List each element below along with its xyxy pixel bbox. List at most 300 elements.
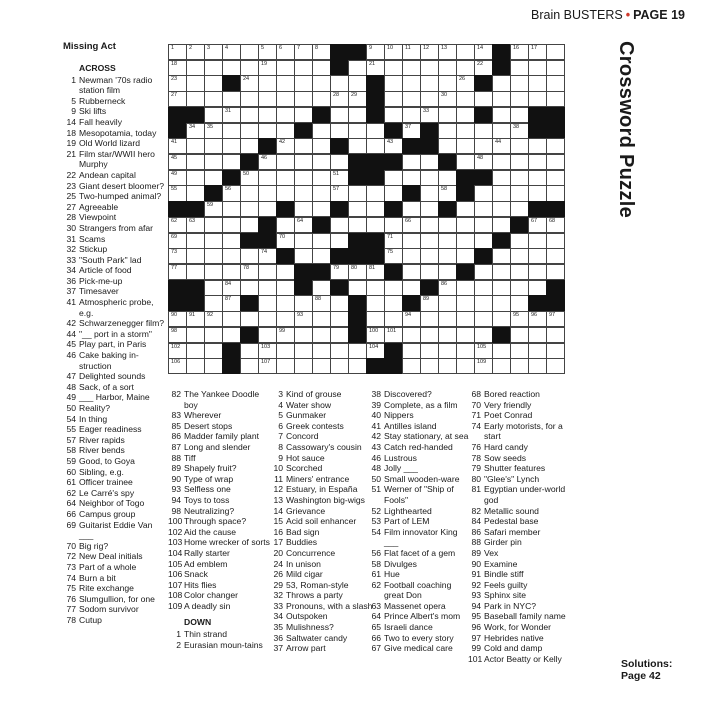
grid-cell[interactable] <box>492 264 511 280</box>
grid-cell[interactable] <box>438 358 457 374</box>
grid-cell[interactable] <box>312 60 331 76</box>
grid-cell[interactable] <box>546 138 565 154</box>
grid-cell[interactable] <box>546 327 565 343</box>
grid-cell[interactable] <box>294 60 313 76</box>
grid-cell[interactable] <box>546 91 565 107</box>
grid-cell[interactable] <box>276 138 295 154</box>
grid-cell[interactable] <box>510 60 529 76</box>
grid-cell[interactable] <box>384 295 403 311</box>
grid-cell[interactable] <box>348 280 367 296</box>
grid-cell[interactable] <box>294 201 313 217</box>
grid-cell[interactable] <box>366 295 385 311</box>
grid-cell[interactable] <box>492 123 511 139</box>
grid-cell[interactable] <box>168 233 187 249</box>
grid-cell[interactable] <box>240 201 259 217</box>
grid-cell[interactable] <box>492 75 511 91</box>
grid-cell[interactable] <box>438 295 457 311</box>
grid-cell[interactable] <box>240 75 259 91</box>
grid-cell[interactable] <box>384 170 403 186</box>
grid-cell[interactable] <box>258 264 277 280</box>
grid-cell[interactable] <box>186 138 205 154</box>
grid-cell[interactable] <box>348 60 367 76</box>
grid-cell[interactable] <box>348 123 367 139</box>
grid-cell[interactable] <box>474 123 493 139</box>
grid-cell[interactable] <box>204 311 223 327</box>
grid-cell[interactable] <box>402 311 421 327</box>
grid-cell[interactable] <box>492 248 511 264</box>
grid-cell[interactable] <box>384 107 403 123</box>
grid-cell[interactable] <box>456 343 475 359</box>
grid-cell[interactable] <box>186 248 205 264</box>
grid-cell[interactable] <box>366 185 385 201</box>
grid-cell[interactable] <box>258 60 277 76</box>
grid-cell[interactable] <box>438 44 457 60</box>
grid-cell[interactable] <box>402 217 421 233</box>
grid-cell[interactable] <box>510 264 529 280</box>
grid-cell[interactable] <box>222 123 241 139</box>
grid-cell[interactable] <box>528 311 547 327</box>
grid-cell[interactable] <box>510 233 529 249</box>
grid-cell[interactable] <box>474 60 493 76</box>
grid-cell[interactable] <box>528 138 547 154</box>
grid-cell[interactable] <box>528 358 547 374</box>
grid-cell[interactable] <box>294 75 313 91</box>
grid-cell[interactable] <box>510 201 529 217</box>
grid-cell[interactable] <box>546 154 565 170</box>
grid-cell[interactable] <box>186 311 205 327</box>
grid-cell[interactable] <box>186 233 205 249</box>
grid-cell[interactable] <box>168 75 187 91</box>
grid-cell[interactable] <box>384 138 403 154</box>
grid-cell[interactable] <box>294 44 313 60</box>
grid-cell[interactable] <box>168 343 187 359</box>
grid-cell[interactable] <box>438 123 457 139</box>
grid-cell[interactable] <box>204 233 223 249</box>
grid-cell[interactable] <box>366 264 385 280</box>
grid-cell[interactable] <box>348 107 367 123</box>
grid-cell[interactable] <box>402 123 421 139</box>
grid-cell[interactable] <box>384 44 403 60</box>
grid-cell[interactable] <box>204 295 223 311</box>
grid-cell[interactable] <box>492 107 511 123</box>
grid-cell[interactable] <box>420 233 439 249</box>
grid-cell[interactable] <box>222 185 241 201</box>
grid-cell[interactable] <box>438 138 457 154</box>
grid-cell[interactable] <box>456 201 475 217</box>
grid-cell[interactable] <box>366 311 385 327</box>
grid-cell[interactable] <box>330 154 349 170</box>
grid-cell[interactable] <box>258 75 277 91</box>
grid-cell[interactable] <box>258 91 277 107</box>
grid-cell[interactable] <box>456 233 475 249</box>
grid-cell[interactable] <box>456 91 475 107</box>
grid-cell[interactable] <box>330 311 349 327</box>
grid-cell[interactable] <box>438 248 457 264</box>
grid-cell[interactable] <box>204 154 223 170</box>
grid-cell[interactable] <box>330 295 349 311</box>
grid-cell[interactable] <box>240 280 259 296</box>
grid-cell[interactable] <box>456 138 475 154</box>
grid-cell[interactable] <box>546 233 565 249</box>
grid-cell[interactable] <box>168 185 187 201</box>
grid-cell[interactable] <box>402 60 421 76</box>
grid-cell[interactable] <box>312 154 331 170</box>
grid-cell[interactable] <box>366 217 385 233</box>
grid-cell[interactable] <box>204 248 223 264</box>
grid-cell[interactable] <box>294 91 313 107</box>
grid-cell[interactable] <box>456 295 475 311</box>
grid-cell[interactable] <box>492 201 511 217</box>
grid-cell[interactable] <box>258 280 277 296</box>
grid-cell[interactable] <box>456 248 475 264</box>
grid-cell[interactable] <box>276 107 295 123</box>
grid-cell[interactable] <box>312 170 331 186</box>
grid-cell[interactable] <box>312 343 331 359</box>
grid-cell[interactable] <box>276 264 295 280</box>
grid-cell[interactable] <box>420 311 439 327</box>
grid-cell[interactable] <box>510 170 529 186</box>
grid-cell[interactable] <box>294 343 313 359</box>
grid-cell[interactable] <box>492 185 511 201</box>
grid-cell[interactable] <box>528 343 547 359</box>
grid-cell[interactable] <box>240 60 259 76</box>
grid-cell[interactable] <box>204 138 223 154</box>
grid-cell[interactable] <box>330 107 349 123</box>
grid-cell[interactable] <box>222 264 241 280</box>
grid-cell[interactable] <box>456 327 475 343</box>
grid-cell[interactable] <box>438 170 457 186</box>
grid-cell[interactable] <box>474 44 493 60</box>
grid-cell[interactable] <box>546 170 565 186</box>
grid-cell[interactable] <box>492 217 511 233</box>
grid-cell[interactable] <box>276 123 295 139</box>
grid-cell[interactable] <box>312 44 331 60</box>
grid-cell[interactable] <box>546 44 565 60</box>
grid-cell[interactable] <box>240 123 259 139</box>
grid-cell[interactable] <box>240 264 259 280</box>
grid-cell[interactable] <box>438 264 457 280</box>
grid-cell[interactable] <box>474 91 493 107</box>
grid-cell[interactable] <box>330 123 349 139</box>
grid-cell[interactable] <box>222 201 241 217</box>
grid-cell[interactable] <box>402 264 421 280</box>
grid-cell[interactable] <box>438 327 457 343</box>
grid-cell[interactable] <box>186 60 205 76</box>
grid-cell[interactable] <box>528 44 547 60</box>
grid-cell[interactable] <box>168 138 187 154</box>
grid-cell[interactable] <box>528 75 547 91</box>
grid-cell[interactable] <box>204 91 223 107</box>
grid-cell[interactable] <box>492 358 511 374</box>
grid-cell[interactable] <box>420 217 439 233</box>
grid-cell[interactable] <box>348 201 367 217</box>
grid-cell[interactable] <box>546 248 565 264</box>
grid-cell[interactable] <box>240 248 259 264</box>
grid-cell[interactable] <box>420 91 439 107</box>
grid-cell[interactable] <box>456 60 475 76</box>
grid-cell[interactable] <box>222 138 241 154</box>
grid-cell[interactable] <box>222 248 241 264</box>
grid-cell[interactable] <box>384 327 403 343</box>
grid-cell[interactable] <box>438 217 457 233</box>
grid-cell[interactable] <box>204 60 223 76</box>
grid-cell[interactable] <box>546 264 565 280</box>
grid-cell[interactable] <box>276 75 295 91</box>
grid-cell[interactable] <box>474 327 493 343</box>
grid-cell[interactable] <box>456 75 475 91</box>
grid-cell[interactable] <box>528 280 547 296</box>
grid-cell[interactable] <box>510 75 529 91</box>
grid-cell[interactable] <box>546 358 565 374</box>
grid-cell[interactable] <box>510 107 529 123</box>
grid-cell[interactable] <box>222 217 241 233</box>
grid-cell[interactable] <box>186 123 205 139</box>
grid-cell[interactable] <box>276 217 295 233</box>
grid-cell[interactable] <box>420 107 439 123</box>
grid-cell[interactable] <box>258 107 277 123</box>
grid-cell[interactable] <box>474 280 493 296</box>
grid-cell[interactable] <box>312 311 331 327</box>
grid-cell[interactable] <box>222 107 241 123</box>
grid-cell[interactable] <box>420 75 439 91</box>
grid-cell[interactable] <box>240 91 259 107</box>
grid-cell[interactable] <box>222 154 241 170</box>
grid-cell[interactable] <box>528 185 547 201</box>
grid-cell[interactable] <box>168 248 187 264</box>
grid-cell[interactable] <box>420 185 439 201</box>
grid-cell[interactable] <box>294 248 313 264</box>
grid-cell[interactable] <box>348 217 367 233</box>
grid-cell[interactable] <box>456 358 475 374</box>
grid-cell[interactable] <box>438 280 457 296</box>
grid-cell[interactable] <box>312 327 331 343</box>
grid-cell[interactable] <box>492 295 511 311</box>
grid-cell[interactable] <box>222 60 241 76</box>
grid-cell[interactable] <box>204 107 223 123</box>
grid-cell[interactable] <box>204 170 223 186</box>
grid-cell[interactable] <box>456 217 475 233</box>
grid-cell[interactable] <box>312 138 331 154</box>
grid-cell[interactable] <box>186 170 205 186</box>
grid-cell[interactable] <box>384 217 403 233</box>
grid-cell[interactable] <box>168 154 187 170</box>
grid-cell[interactable] <box>204 358 223 374</box>
grid-cell[interactable] <box>258 170 277 186</box>
grid-cell[interactable] <box>258 123 277 139</box>
grid-cell[interactable] <box>402 44 421 60</box>
grid-cell[interactable] <box>168 217 187 233</box>
grid-cell[interactable] <box>204 280 223 296</box>
grid-cell[interactable] <box>222 311 241 327</box>
grid-cell[interactable] <box>528 91 547 107</box>
grid-cell[interactable] <box>366 343 385 359</box>
grid-cell[interactable] <box>384 60 403 76</box>
grid-cell[interactable] <box>258 358 277 374</box>
grid-cell[interactable] <box>420 60 439 76</box>
grid-cell[interactable] <box>348 75 367 91</box>
grid-cell[interactable] <box>456 123 475 139</box>
grid-cell[interactable] <box>456 44 475 60</box>
grid-cell[interactable] <box>474 358 493 374</box>
grid-cell[interactable] <box>186 75 205 91</box>
grid-cell[interactable] <box>456 154 475 170</box>
grid-cell[interactable] <box>312 75 331 91</box>
grid-cell[interactable] <box>384 248 403 264</box>
grid-cell[interactable] <box>474 343 493 359</box>
grid-cell[interactable] <box>204 123 223 139</box>
grid-cell[interactable] <box>420 154 439 170</box>
grid-cell[interactable] <box>510 327 529 343</box>
grid-cell[interactable] <box>276 233 295 249</box>
grid-cell[interactable] <box>294 170 313 186</box>
grid-cell[interactable] <box>528 264 547 280</box>
grid-cell[interactable] <box>240 358 259 374</box>
grid-cell[interactable] <box>474 201 493 217</box>
grid-cell[interactable] <box>402 75 421 91</box>
grid-cell[interactable] <box>276 311 295 327</box>
grid-cell[interactable] <box>474 264 493 280</box>
grid-cell[interactable] <box>258 343 277 359</box>
grid-cell[interactable] <box>204 343 223 359</box>
grid-cell[interactable] <box>330 217 349 233</box>
grid-cell[interactable] <box>420 295 439 311</box>
grid-cell[interactable] <box>348 264 367 280</box>
grid-cell[interactable] <box>312 185 331 201</box>
grid-cell[interactable] <box>276 343 295 359</box>
grid-cell[interactable] <box>186 217 205 233</box>
grid-cell[interactable] <box>474 185 493 201</box>
grid-cell[interactable] <box>528 233 547 249</box>
grid-cell[interactable] <box>456 107 475 123</box>
grid-cell[interactable] <box>492 343 511 359</box>
grid-cell[interactable] <box>438 75 457 91</box>
grid-cell[interactable] <box>546 343 565 359</box>
grid-cell[interactable] <box>330 170 349 186</box>
grid-cell[interactable] <box>510 343 529 359</box>
grid-cell[interactable] <box>528 60 547 76</box>
grid-cell[interactable] <box>384 233 403 249</box>
grid-cell[interactable] <box>366 280 385 296</box>
grid-cell[interactable] <box>186 327 205 343</box>
grid-cell[interactable] <box>294 311 313 327</box>
grid-cell[interactable] <box>240 185 259 201</box>
grid-cell[interactable] <box>510 280 529 296</box>
grid-cell[interactable] <box>438 91 457 107</box>
grid-cell[interactable] <box>204 264 223 280</box>
grid-cell[interactable] <box>204 201 223 217</box>
grid-cell[interactable] <box>330 327 349 343</box>
grid-cell[interactable] <box>348 358 367 374</box>
grid-cell[interactable] <box>276 170 295 186</box>
grid-cell[interactable] <box>510 185 529 201</box>
grid-cell[interactable] <box>240 311 259 327</box>
grid-cell[interactable] <box>492 170 511 186</box>
grid-cell[interactable] <box>330 264 349 280</box>
grid-cell[interactable] <box>474 217 493 233</box>
grid-cell[interactable] <box>384 311 403 327</box>
grid-cell[interactable] <box>222 327 241 343</box>
grid-cell[interactable] <box>294 233 313 249</box>
grid-cell[interactable] <box>510 138 529 154</box>
grid-cell[interactable] <box>222 44 241 60</box>
grid-cell[interactable] <box>240 170 259 186</box>
grid-cell[interactable] <box>528 170 547 186</box>
grid-cell[interactable] <box>186 358 205 374</box>
grid-cell[interactable] <box>402 107 421 123</box>
grid-cell[interactable] <box>528 327 547 343</box>
grid-cell[interactable] <box>528 248 547 264</box>
grid-cell[interactable] <box>420 358 439 374</box>
grid-cell[interactable] <box>420 44 439 60</box>
grid-cell[interactable] <box>276 358 295 374</box>
grid-cell[interactable] <box>168 311 187 327</box>
grid-cell[interactable] <box>366 44 385 60</box>
grid-cell[interactable] <box>510 154 529 170</box>
grid-cell[interactable] <box>366 123 385 139</box>
grid-cell[interactable] <box>402 248 421 264</box>
grid-cell[interactable] <box>546 75 565 91</box>
grid-cell[interactable] <box>366 327 385 343</box>
grid-cell[interactable] <box>384 91 403 107</box>
grid-cell[interactable] <box>204 44 223 60</box>
grid-cell[interactable] <box>438 233 457 249</box>
grid-cell[interactable] <box>222 91 241 107</box>
grid-cell[interactable] <box>546 311 565 327</box>
grid-cell[interactable] <box>402 170 421 186</box>
grid-cell[interactable] <box>294 295 313 311</box>
grid-cell[interactable] <box>474 138 493 154</box>
grid-cell[interactable] <box>438 311 457 327</box>
grid-cell[interactable] <box>492 311 511 327</box>
grid-cell[interactable] <box>240 217 259 233</box>
grid-cell[interactable] <box>222 280 241 296</box>
grid-cell[interactable] <box>330 358 349 374</box>
grid-cell[interactable] <box>294 327 313 343</box>
grid-cell[interactable] <box>204 75 223 91</box>
grid-cell[interactable] <box>384 280 403 296</box>
grid-cell[interactable] <box>312 91 331 107</box>
grid-cell[interactable] <box>258 185 277 201</box>
grid-cell[interactable] <box>258 44 277 60</box>
grid-cell[interactable] <box>384 75 403 91</box>
grid-cell[interactable] <box>492 91 511 107</box>
grid-cell[interactable] <box>402 358 421 374</box>
grid-cell[interactable] <box>276 44 295 60</box>
grid-cell[interactable] <box>294 217 313 233</box>
grid-cell[interactable] <box>438 343 457 359</box>
grid-cell[interactable] <box>510 295 529 311</box>
grid-cell[interactable] <box>348 343 367 359</box>
grid-cell[interactable] <box>420 327 439 343</box>
grid-cell[interactable] <box>330 75 349 91</box>
grid-cell[interactable] <box>420 201 439 217</box>
grid-cell[interactable] <box>402 327 421 343</box>
grid-cell[interactable] <box>294 138 313 154</box>
grid-cell[interactable] <box>510 358 529 374</box>
grid-cell[interactable] <box>312 295 331 311</box>
grid-cell[interactable] <box>366 201 385 217</box>
grid-cell[interactable] <box>258 248 277 264</box>
grid-cell[interactable] <box>474 311 493 327</box>
grid-cell[interactable] <box>402 91 421 107</box>
grid-cell[interactable] <box>438 107 457 123</box>
grid-cell[interactable] <box>312 358 331 374</box>
grid-cell[interactable] <box>258 295 277 311</box>
grid-cell[interactable] <box>294 358 313 374</box>
grid-cell[interactable] <box>546 60 565 76</box>
grid-cell[interactable] <box>276 60 295 76</box>
grid-cell[interactable] <box>240 138 259 154</box>
